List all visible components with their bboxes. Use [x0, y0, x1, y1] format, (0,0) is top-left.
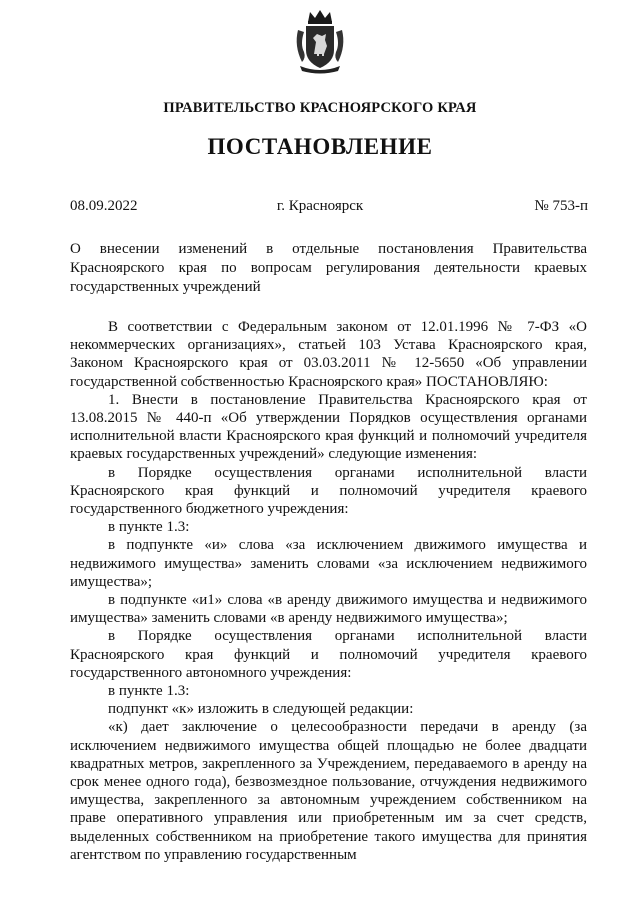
document-body: [70, 318, 587, 864]
body-paragraph: В соответствии с Федеральным законом от 12.01.1996 № 7-ФЗ «О некоммерческих организациях», статьей 103 Устава Красноярского края, Законом Красноярского края от 03.03.2011 № 12-5650 «Об управлении государственной собственностью Красноярского края» ПОСТАНОВЛЯЮ:: [70, 319, 587, 390]
body-paragraph: в Порядке осуществления органами исполнительной власти Красноярского края функций и полномочий учредителя краевого государственного автономного учреждения:: [70, 628, 587, 681]
organization-title: ПРАВИТЕЛЬСТВО КРАСНОЯРСКОГО КРАЯ: [163, 100, 477, 116]
body-paragraph: подпункт «к» изложить в следующей редакции:: [108, 701, 414, 718]
body-paragraph: в подпункте «и» слова «за исключением движимого имущества и недвижимого имущества» заменить словами «за исключением недвижимого имущества»;: [70, 537, 587, 590]
document-date: 08.09.2022: [70, 198, 138, 214]
body-paragraph: в подпункте «и1» слова «в аренду движимого имущества и недвижимого имущества» заменить словами «в аренду недвижимого имущества»;: [70, 592, 587, 627]
document-type-title: ПОСТАНОВЛЕНИЕ: [207, 134, 433, 159]
document-subject: О внесении изменений в отдельные постановления Правительства Красноярского края по вопросам регулирования деятельности краевых государственных учреждений: [70, 241, 587, 295]
body-paragraph: 1. Внести в постановление Правительства Красноярского края от 13.08.2015 № 440-п «Об утверждении Порядков осуществления органами исполнительной власти Красноярского края функций и полномочий учредителя краевых государственных учреждений» следующие изменения:: [70, 391, 587, 463]
body-paragraph: в пункте 1.3:: [108, 683, 190, 700]
coat-of-arms-icon: [292, 8, 348, 76]
body-paragraph: в Порядке осуществления органами исполнительной власти Красноярского края функций и полномочий учредителя краевого государственного бюджетного учреждения:: [70, 464, 587, 518]
document-number: № 753-п: [534, 198, 588, 214]
body-paragraph: в пункте 1.3:: [108, 519, 190, 536]
body-paragraph: «к) дает заключение о целесообразности передачи в аренду (за исключением недвижимого имущества общей площадью не более двадцати квадратных метров, закрепленного за Учреждением, передаваемого в аренду на срок менее одного года), безвозмездное пользование, отчуждения недвижимого имущества, закрепленного за автономным учреждением собственником на праве оперативного управления или приобретенным им за счет средств, выделенных собственником на приобретение такого имущества для принятия агентством по управлению государственным: [70, 719, 587, 863]
document-city: г. Красноярск: [276, 198, 364, 214]
